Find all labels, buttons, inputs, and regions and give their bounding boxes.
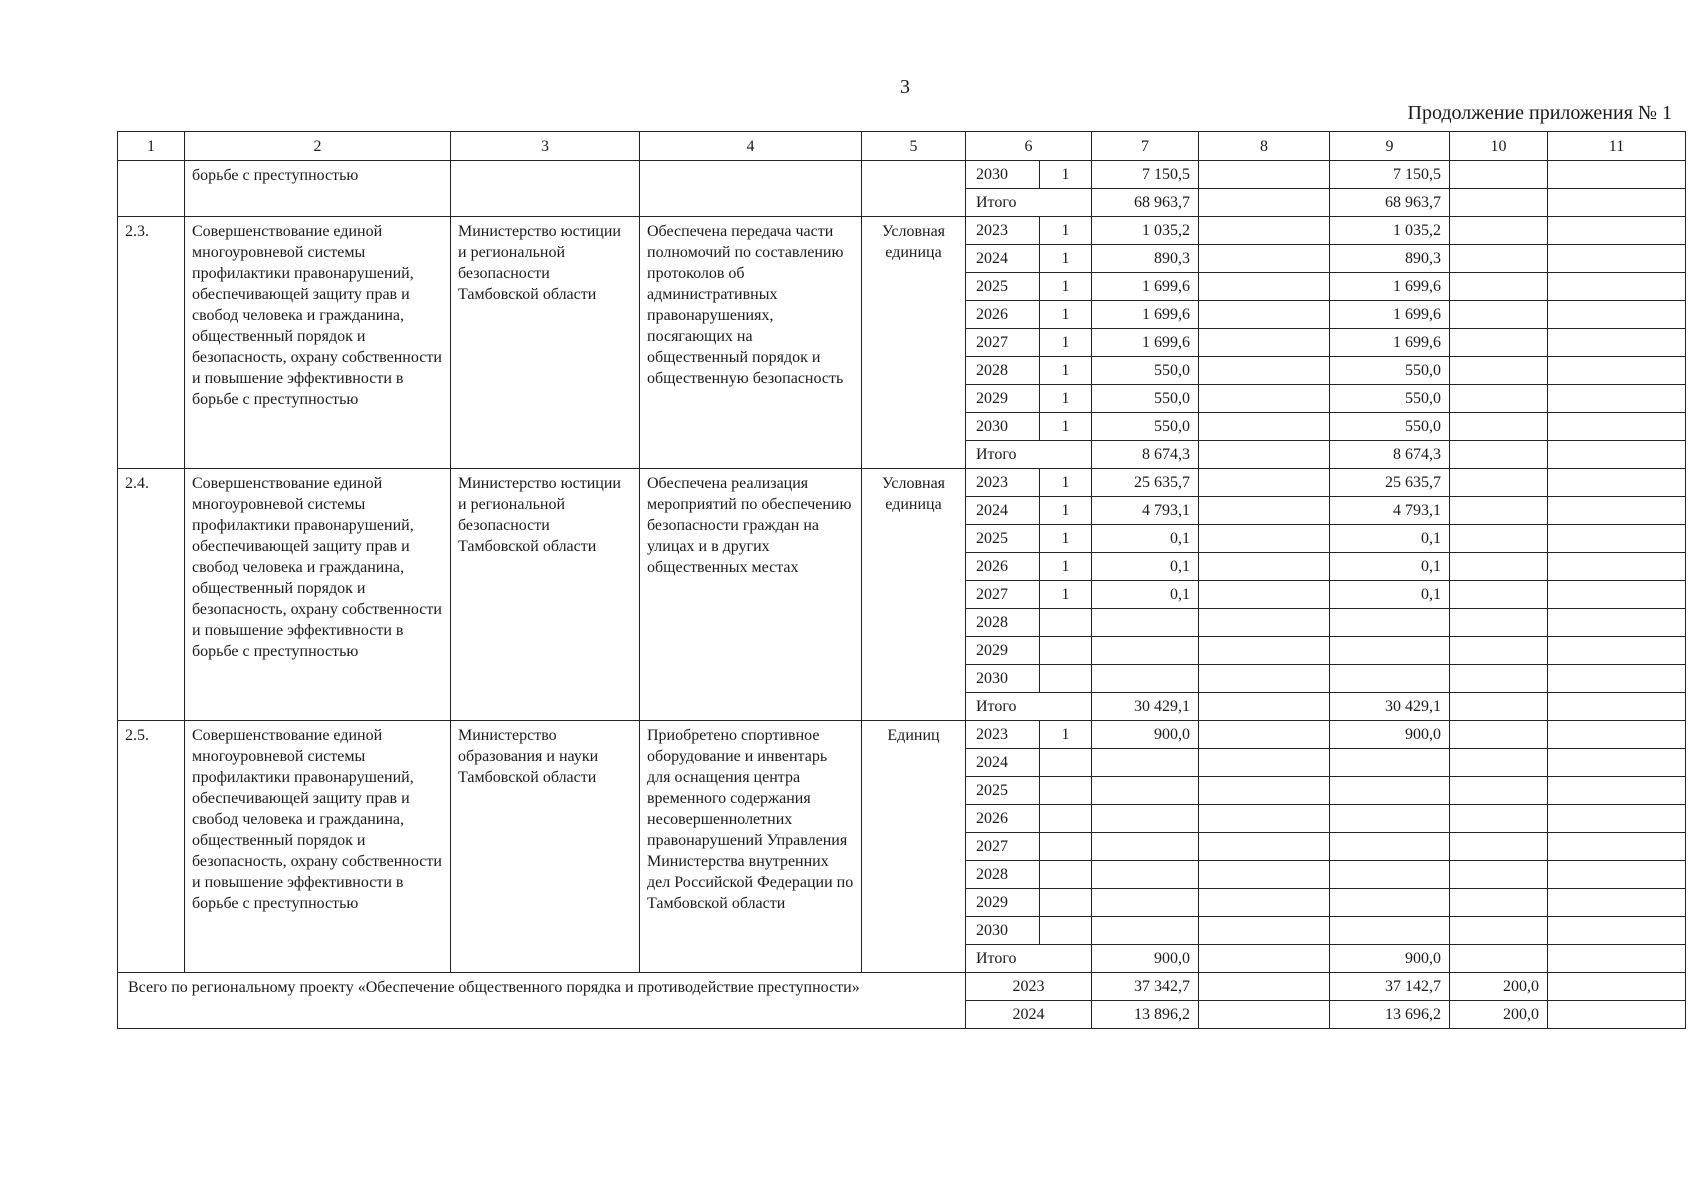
cell-col7: 890,3 [1092, 245, 1199, 273]
cell-summary-col7: 13 896,2 [1092, 1001, 1199, 1029]
cell-source [1040, 917, 1092, 945]
cell-col10 [1450, 777, 1548, 805]
cell-year: 2028 [966, 861, 1040, 889]
cell-col9: 0,1 [1330, 553, 1450, 581]
cell-year: 2025 [966, 777, 1040, 805]
cell-col8 [1199, 917, 1330, 945]
page-number: 3 [900, 76, 910, 98]
cell-col9 [1330, 609, 1450, 637]
cell-summary-col9: 37 142,7 [1330, 973, 1450, 1001]
cell-col11 [1548, 1001, 1686, 1029]
cell-col9: 1 699,6 [1330, 301, 1450, 329]
cell-source [1040, 637, 1092, 665]
cell-year: 2028 [966, 609, 1040, 637]
cell-col7: 7 150,5 [1092, 161, 1199, 189]
cell-col11 [1548, 469, 1686, 497]
cell-col10 [1450, 441, 1548, 469]
cell-year: 2023 [966, 217, 1040, 245]
cell-col9: 550,0 [1330, 357, 1450, 385]
cell-col8 [1199, 1001, 1330, 1029]
cell-col11 [1548, 945, 1686, 973]
cell-source: 1 [1040, 301, 1092, 329]
cell-year: 2023 [966, 721, 1040, 749]
cell-col10 [1450, 749, 1548, 777]
cell-col8 [1199, 217, 1330, 245]
cell-col7: 4 793,1 [1092, 497, 1199, 525]
cell-col10 [1450, 637, 1548, 665]
cell-source: 1 [1040, 385, 1092, 413]
cell-col9 [1330, 637, 1450, 665]
cell-col11 [1548, 609, 1686, 637]
column-header-8: 8 [1199, 132, 1330, 161]
cell-summary-year: 2024 [966, 1001, 1092, 1029]
column-header-1: 1 [118, 132, 185, 161]
cell-col11 [1548, 973, 1686, 1001]
cell-name: Совершенствование единой многоуровневой системы профилактики правонарушений, обеспечивающей защиту прав и свобод человека и гражданина, общественный порядок и безопасность, охрану собственности и повышение эффективности в борьбе с преступностью [185, 721, 451, 973]
cell-col9: 550,0 [1330, 413, 1450, 441]
cell-col11 [1548, 637, 1686, 665]
cell-col9 [1330, 805, 1450, 833]
cell-year: 2030 [966, 413, 1040, 441]
column-header-4: 4 [640, 132, 862, 161]
cell-year: 2029 [966, 385, 1040, 413]
cell-unit [862, 161, 966, 217]
cell-col9: 1 035,2 [1330, 217, 1450, 245]
cell-col10 [1450, 581, 1548, 609]
cell-col8 [1199, 693, 1330, 721]
cell-col10 [1450, 189, 1548, 217]
cell-total-label: Итого [966, 945, 1092, 973]
cell-col10 [1450, 693, 1548, 721]
cell-total-col9: 30 429,1 [1330, 693, 1450, 721]
cell-col10 [1450, 161, 1548, 189]
cell-year: 2029 [966, 637, 1040, 665]
cell-summary-col10: 200,0 [1450, 1001, 1548, 1029]
cell-col7 [1092, 833, 1199, 861]
cell-result [640, 161, 862, 217]
cell-col11 [1548, 581, 1686, 609]
cell-col8 [1199, 861, 1330, 889]
cell-col7: 1 699,6 [1092, 329, 1199, 357]
cell-unit: Условная единица [862, 469, 966, 721]
cell-col11 [1548, 301, 1686, 329]
cell-col8 [1199, 833, 1330, 861]
cell-col10 [1450, 889, 1548, 917]
cell-col11 [1548, 665, 1686, 693]
cell-continued-name: борьбе с преступностью [185, 161, 451, 217]
column-header-6: 6 [966, 132, 1092, 161]
cell-total-col7: 8 674,3 [1092, 441, 1199, 469]
cell-year: 2024 [966, 245, 1040, 273]
cell-col11 [1548, 217, 1686, 245]
cell-year: 2024 [966, 497, 1040, 525]
cell-col10 [1450, 357, 1548, 385]
cell-name: Совершенствование единой многоуровневой системы профилактики правонарушений, обеспечивающей защиту прав и свобод человека и гражданина, общественный порядок и безопасность, охрану собственности и повышение эффективности в борьбе с преступностью [185, 217, 451, 469]
cell-total-label: Итого [966, 693, 1092, 721]
cell-col10 [1450, 525, 1548, 553]
cell-col9 [1330, 749, 1450, 777]
cell-source [1040, 749, 1092, 777]
cell-year: 2028 [966, 357, 1040, 385]
cell-col10 [1450, 273, 1548, 301]
cell-col9: 25 635,7 [1330, 469, 1450, 497]
cell-col9: 4 793,1 [1330, 497, 1450, 525]
cell-year: 2025 [966, 273, 1040, 301]
column-header-11: 11 [1548, 132, 1686, 161]
cell-source: 1 [1040, 525, 1092, 553]
cell-col8 [1199, 581, 1330, 609]
cell-source: 1 [1040, 161, 1092, 189]
cell-year: 2030 [966, 917, 1040, 945]
column-header-7: 7 [1092, 132, 1199, 161]
cell-total-col9: 8 674,3 [1330, 441, 1450, 469]
appendix-table [117, 131, 1686, 1029]
cell-col8 [1199, 161, 1330, 189]
cell-col7: 1 699,6 [1092, 301, 1199, 329]
table-row [118, 721, 1686, 749]
cell-col10 [1450, 805, 1548, 833]
cell-col9 [1330, 833, 1450, 861]
cell-source: 1 [1040, 497, 1092, 525]
cell-col7 [1092, 637, 1199, 665]
cell-total-label: Итого [966, 189, 1092, 217]
cell-col9: 1 699,6 [1330, 273, 1450, 301]
cell-summary-year: 2023 [966, 973, 1092, 1001]
cell-source: 1 [1040, 217, 1092, 245]
cell-col7: 0,1 [1092, 525, 1199, 553]
cell-total-label: Итого [966, 441, 1092, 469]
cell-col10 [1450, 413, 1548, 441]
cell-col8 [1199, 945, 1330, 973]
cell-col10 [1450, 833, 1548, 861]
cell-summary-col10: 200,0 [1450, 973, 1548, 1001]
cell-source: 1 [1040, 581, 1092, 609]
cell-year: 2024 [966, 749, 1040, 777]
cell-source: 1 [1040, 553, 1092, 581]
cell-col8 [1199, 749, 1330, 777]
cell-source: 1 [1040, 469, 1092, 497]
cell-col8 [1199, 189, 1330, 217]
cell-col9: 0,1 [1330, 525, 1450, 553]
cell-col7: 0,1 [1092, 553, 1199, 581]
cell-col8 [1199, 385, 1330, 413]
table-row [118, 217, 1686, 245]
cell-total-col7: 68 963,7 [1092, 189, 1199, 217]
cell-col7 [1092, 609, 1199, 637]
cell-col8 [1199, 441, 1330, 469]
cell-col7: 550,0 [1092, 357, 1199, 385]
cell-col8 [1199, 805, 1330, 833]
cell-year: 2023 [966, 469, 1040, 497]
cell-source [1040, 889, 1092, 917]
cell-total-col7: 30 429,1 [1092, 693, 1199, 721]
cell-executor: Министерство юстиции и региональной безопасности Тамбовской области [451, 217, 640, 469]
cell-year: 2025 [966, 525, 1040, 553]
summary-label: Всего по региональному проекту «Обеспечение общественного порядка и противодействие преступности» [118, 973, 966, 1029]
cell-col10 [1450, 385, 1548, 413]
cell-year: 2026 [966, 301, 1040, 329]
cell-col11 [1548, 553, 1686, 581]
cell-unit: Единиц [862, 721, 966, 973]
cell-col7 [1092, 749, 1199, 777]
cell-col8 [1199, 273, 1330, 301]
cell-col11 [1548, 861, 1686, 889]
cell-col8 [1199, 609, 1330, 637]
cell-source: 1 [1040, 721, 1092, 749]
cell-source: 1 [1040, 329, 1092, 357]
column-header-2: 2 [185, 132, 451, 161]
cell-col8 [1199, 497, 1330, 525]
cell-col8 [1199, 973, 1330, 1001]
cell-executor: Министерство образования и науки Тамбовской области [451, 721, 640, 973]
cell-unit: Условная единица [862, 217, 966, 469]
cell-col10 [1450, 861, 1548, 889]
cell-source [1040, 777, 1092, 805]
cell-year: 2029 [966, 889, 1040, 917]
cell-col10 [1450, 301, 1548, 329]
header-row [118, 132, 1686, 161]
cell-col10 [1450, 469, 1548, 497]
cell-col10 [1450, 609, 1548, 637]
cell-col9: 890,3 [1330, 245, 1450, 273]
cell-col8 [1199, 777, 1330, 805]
cell-col9: 550,0 [1330, 385, 1450, 413]
cell-col11 [1548, 693, 1686, 721]
cell-source: 1 [1040, 357, 1092, 385]
cell-col10 [1450, 721, 1548, 749]
cell-col11 [1548, 497, 1686, 525]
cell-col11 [1548, 413, 1686, 441]
cell-col8 [1199, 665, 1330, 693]
cell-year: 2026 [966, 553, 1040, 581]
column-header-9: 9 [1330, 132, 1450, 161]
cell-year: 2026 [966, 805, 1040, 833]
cell-name: Совершенствование единой многоуровневой системы профилактики правонарушений, обеспечивающей защиту прав и свобод человека и гражданина, общественный порядок и безопасность, охрану собственности и повышение эффективности в борьбе с преступностью [185, 469, 451, 721]
cell-col10 [1450, 553, 1548, 581]
cell-col8 [1199, 889, 1330, 917]
column-header-3: 3 [451, 132, 640, 161]
cell-executor [451, 161, 640, 217]
cell-col7: 900,0 [1092, 721, 1199, 749]
cell-year: 2027 [966, 329, 1040, 357]
cell-col7: 1 699,6 [1092, 273, 1199, 301]
cell-col9 [1330, 889, 1450, 917]
cell-col7: 0,1 [1092, 581, 1199, 609]
cell-col7: 550,0 [1092, 385, 1199, 413]
cell-total-col9: 68 963,7 [1330, 189, 1450, 217]
cell-year: 2027 [966, 581, 1040, 609]
continuation-title: Продолжение приложения № 1 [1407, 102, 1672, 124]
cell-num [118, 161, 185, 217]
cell-col8 [1199, 357, 1330, 385]
cell-num: 2.3. [118, 217, 185, 469]
cell-source: 1 [1040, 413, 1092, 441]
cell-source [1040, 665, 1092, 693]
cell-col7 [1092, 805, 1199, 833]
cell-col8 [1199, 553, 1330, 581]
cell-year: 2030 [966, 161, 1040, 189]
column-header-10: 10 [1450, 132, 1548, 161]
cell-col10 [1450, 917, 1548, 945]
cell-source: 1 [1040, 245, 1092, 273]
cell-source [1040, 861, 1092, 889]
cell-col11 [1548, 161, 1686, 189]
cell-col11 [1548, 245, 1686, 273]
cell-col9: 7 150,5 [1330, 161, 1450, 189]
cell-col8 [1199, 637, 1330, 665]
cell-num: 2.4. [118, 469, 185, 721]
cell-col9: 900,0 [1330, 721, 1450, 749]
cell-col11 [1548, 385, 1686, 413]
cell-col11 [1548, 917, 1686, 945]
cell-col7 [1092, 917, 1199, 945]
cell-col11 [1548, 357, 1686, 385]
cell-source [1040, 805, 1092, 833]
cell-col7 [1092, 889, 1199, 917]
cell-col8 [1199, 413, 1330, 441]
cell-col9 [1330, 917, 1450, 945]
cell-source: 1 [1040, 273, 1092, 301]
cell-source [1040, 833, 1092, 861]
cell-col11 [1548, 889, 1686, 917]
cell-col11 [1548, 833, 1686, 861]
cell-result: Обеспечена передача части полномочий по составлению протоколов об административных правонарушениях, посягающих на общественный порядок и общественную безопасность [640, 217, 862, 469]
cell-col11 [1548, 805, 1686, 833]
cell-result: Приобретено спортивное оборудование и инвентарь для оснащения центра временного содержания несовершеннолетних правонарушений Управления Министерства внутренних дел Российской Федерации по Тамбовской области [640, 721, 862, 973]
cell-executor: Министерство юстиции и региональной безопасности Тамбовской области [451, 469, 640, 721]
cell-col10 [1450, 665, 1548, 693]
cell-col9 [1330, 665, 1450, 693]
cell-col9: 0,1 [1330, 581, 1450, 609]
cell-col8 [1199, 301, 1330, 329]
column-header-5: 5 [862, 132, 966, 161]
cell-source [1040, 609, 1092, 637]
cell-num: 2.5. [118, 721, 185, 973]
cell-col11 [1548, 189, 1686, 217]
cell-year: 2027 [966, 833, 1040, 861]
cell-col8 [1199, 469, 1330, 497]
table-row [118, 469, 1686, 497]
cell-col11 [1548, 525, 1686, 553]
cell-col7: 25 635,7 [1092, 469, 1199, 497]
cell-col10 [1450, 945, 1548, 973]
cell-col11 [1548, 329, 1686, 357]
cell-col11 [1548, 749, 1686, 777]
cell-col8 [1199, 721, 1330, 749]
cell-col10 [1450, 497, 1548, 525]
cell-col10 [1450, 329, 1548, 357]
cell-summary-col7: 37 342,7 [1092, 973, 1199, 1001]
cell-total-col7: 900,0 [1092, 945, 1199, 973]
cell-col9 [1330, 861, 1450, 889]
cell-total-col9: 900,0 [1330, 945, 1450, 973]
cell-col11 [1548, 441, 1686, 469]
cell-col11 [1548, 721, 1686, 749]
cell-col10 [1450, 217, 1548, 245]
cell-col7 [1092, 665, 1199, 693]
cell-col7 [1092, 861, 1199, 889]
cell-col7: 1 035,2 [1092, 217, 1199, 245]
cell-result: Обеспечена реализация мероприятий по обеспечению безопасности граждан на улицах и в других общественных местах [640, 469, 862, 721]
cell-summary-col9: 13 696,2 [1330, 1001, 1450, 1029]
cell-col9 [1330, 777, 1450, 805]
summary-row [118, 973, 1686, 1001]
cell-col9: 1 699,6 [1330, 329, 1450, 357]
cell-col8 [1199, 525, 1330, 553]
cell-year: 2030 [966, 665, 1040, 693]
cell-col7: 550,0 [1092, 413, 1199, 441]
cell-col7 [1092, 777, 1199, 805]
continued-row [118, 161, 1686, 189]
cell-col8 [1199, 329, 1330, 357]
cell-col11 [1548, 273, 1686, 301]
cell-col8 [1199, 245, 1330, 273]
cell-col11 [1548, 777, 1686, 805]
cell-col10 [1450, 245, 1548, 273]
